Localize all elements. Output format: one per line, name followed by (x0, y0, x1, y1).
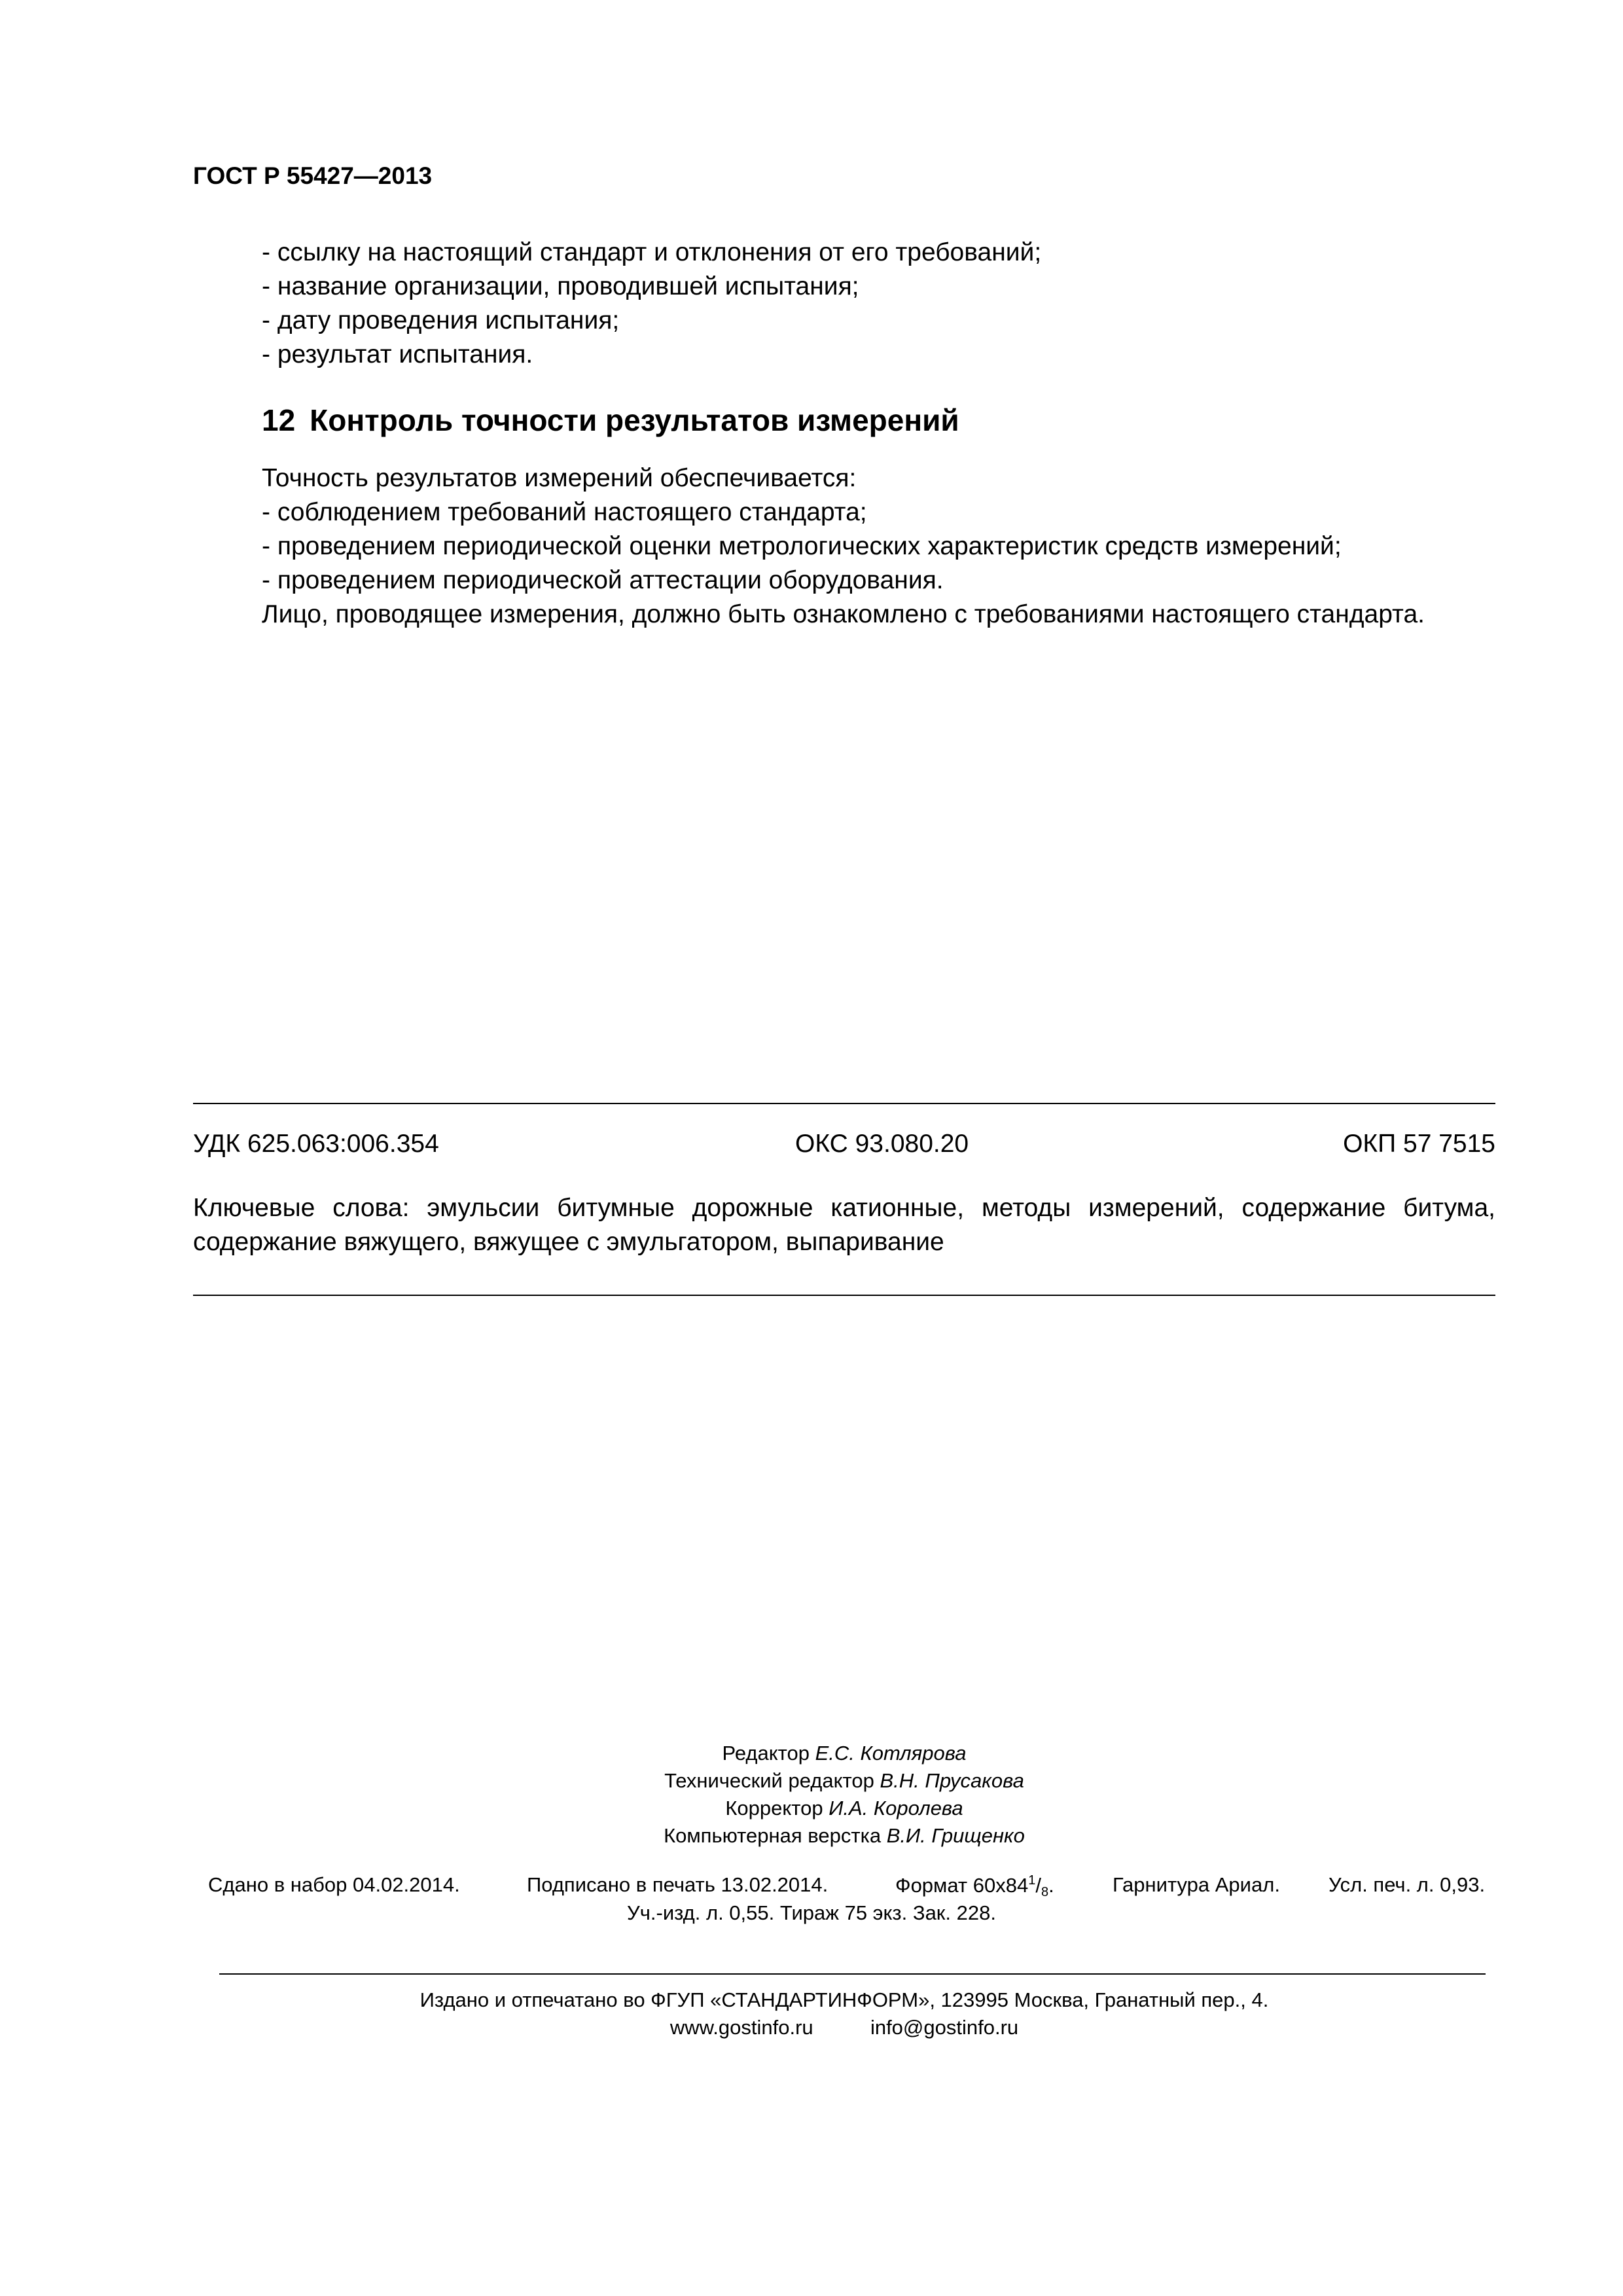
typeface: Гарнитура Ариал. (1113, 1873, 1280, 1896)
divider-middle (193, 1295, 1495, 1296)
credit-tech-editor: Технический редактор В.Н. Прусакова (664, 1769, 1024, 1792)
document-code: ГОСТ Р 55427—2013 (193, 162, 433, 189)
section-title: Контроль точности результатов измерений (310, 403, 959, 437)
credits-block (648, 1740, 1041, 1850)
section-line: - проведением периодической аттестации оборудования. (262, 566, 944, 594)
credit-proofreader: Корректор И.А. Королева (725, 1797, 963, 1820)
section-line: Лицо, проводящее измерения, должно быть ознакомлено с требованиями настоящего стандарта. (262, 600, 1425, 628)
publisher-contacts (0, 2014, 1623, 2041)
okp-code: ОКП 57 7515 (1343, 1130, 1495, 1158)
divider-top (193, 1103, 1495, 1104)
report-item-list (262, 236, 1041, 372)
signed-date: Подписано в печать 13.02.2014. (527, 1873, 829, 1896)
section-line: Точность результатов измерений обеспечивается: (262, 464, 857, 492)
keywords: Ключевые слова: эмульсии битумные дорожные катионные, методы измерений, содержание битума, содержание вяжущего, вяжущее с эмульгатором, выпаривание (193, 1194, 1495, 1256)
credit-layout: Компьютерная верстка В.И. Грищенко (664, 1824, 1025, 1847)
list-item: - результат испытания. (262, 340, 533, 368)
publisher-block (0, 1986, 1623, 2041)
section-line: - соблюдением требований настоящего стандарта; (262, 498, 867, 526)
list-item: - название организации, проводившей испытания; (262, 272, 859, 300)
classification-row (193, 1130, 1495, 1164)
section-line: - проведением периодической оценки метрологических характеристик средств измерений; (262, 532, 1342, 560)
section-body (262, 461, 1425, 632)
oks-code: ОКС 93.080.20 (795, 1130, 969, 1158)
udk-code: УДК 625.063:006.354 (193, 1130, 439, 1158)
typeset-date: Сдано в набор 04.02.2014. (208, 1873, 460, 1896)
printed-sheets: Усл. печ. л. 0,93. (1329, 1873, 1486, 1896)
print-format: Формат $60x84^1/_8$. (895, 1873, 1054, 1899)
publisher-email-link[interactable]: info@gostinfo.ru (870, 2016, 1019, 2039)
divider-bottom (219, 1973, 1486, 1975)
print-run-info: Уч.-изд. л. 0,55. Тираж 75 экз. Зак. 228. (627, 1901, 996, 1924)
publisher-website-link[interactable]: www.gostinfo.ru (669, 2016, 813, 2039)
section-number: 12 (262, 403, 296, 437)
list-item: - дату проведения испытания; (262, 306, 620, 334)
section-heading (262, 403, 959, 438)
publisher-address: Издано и отпечатано во ФГУП «СТАНДАРТИНФОРМ», 123995 Москва, Гранатный пер., 4. (419, 1988, 1269, 2011)
credit-editor: Редактор Е.С. Котлярова (722, 1742, 967, 1765)
list-item: - ссылку на настоящий стандарт и отклонения от его требований; (262, 238, 1042, 266)
